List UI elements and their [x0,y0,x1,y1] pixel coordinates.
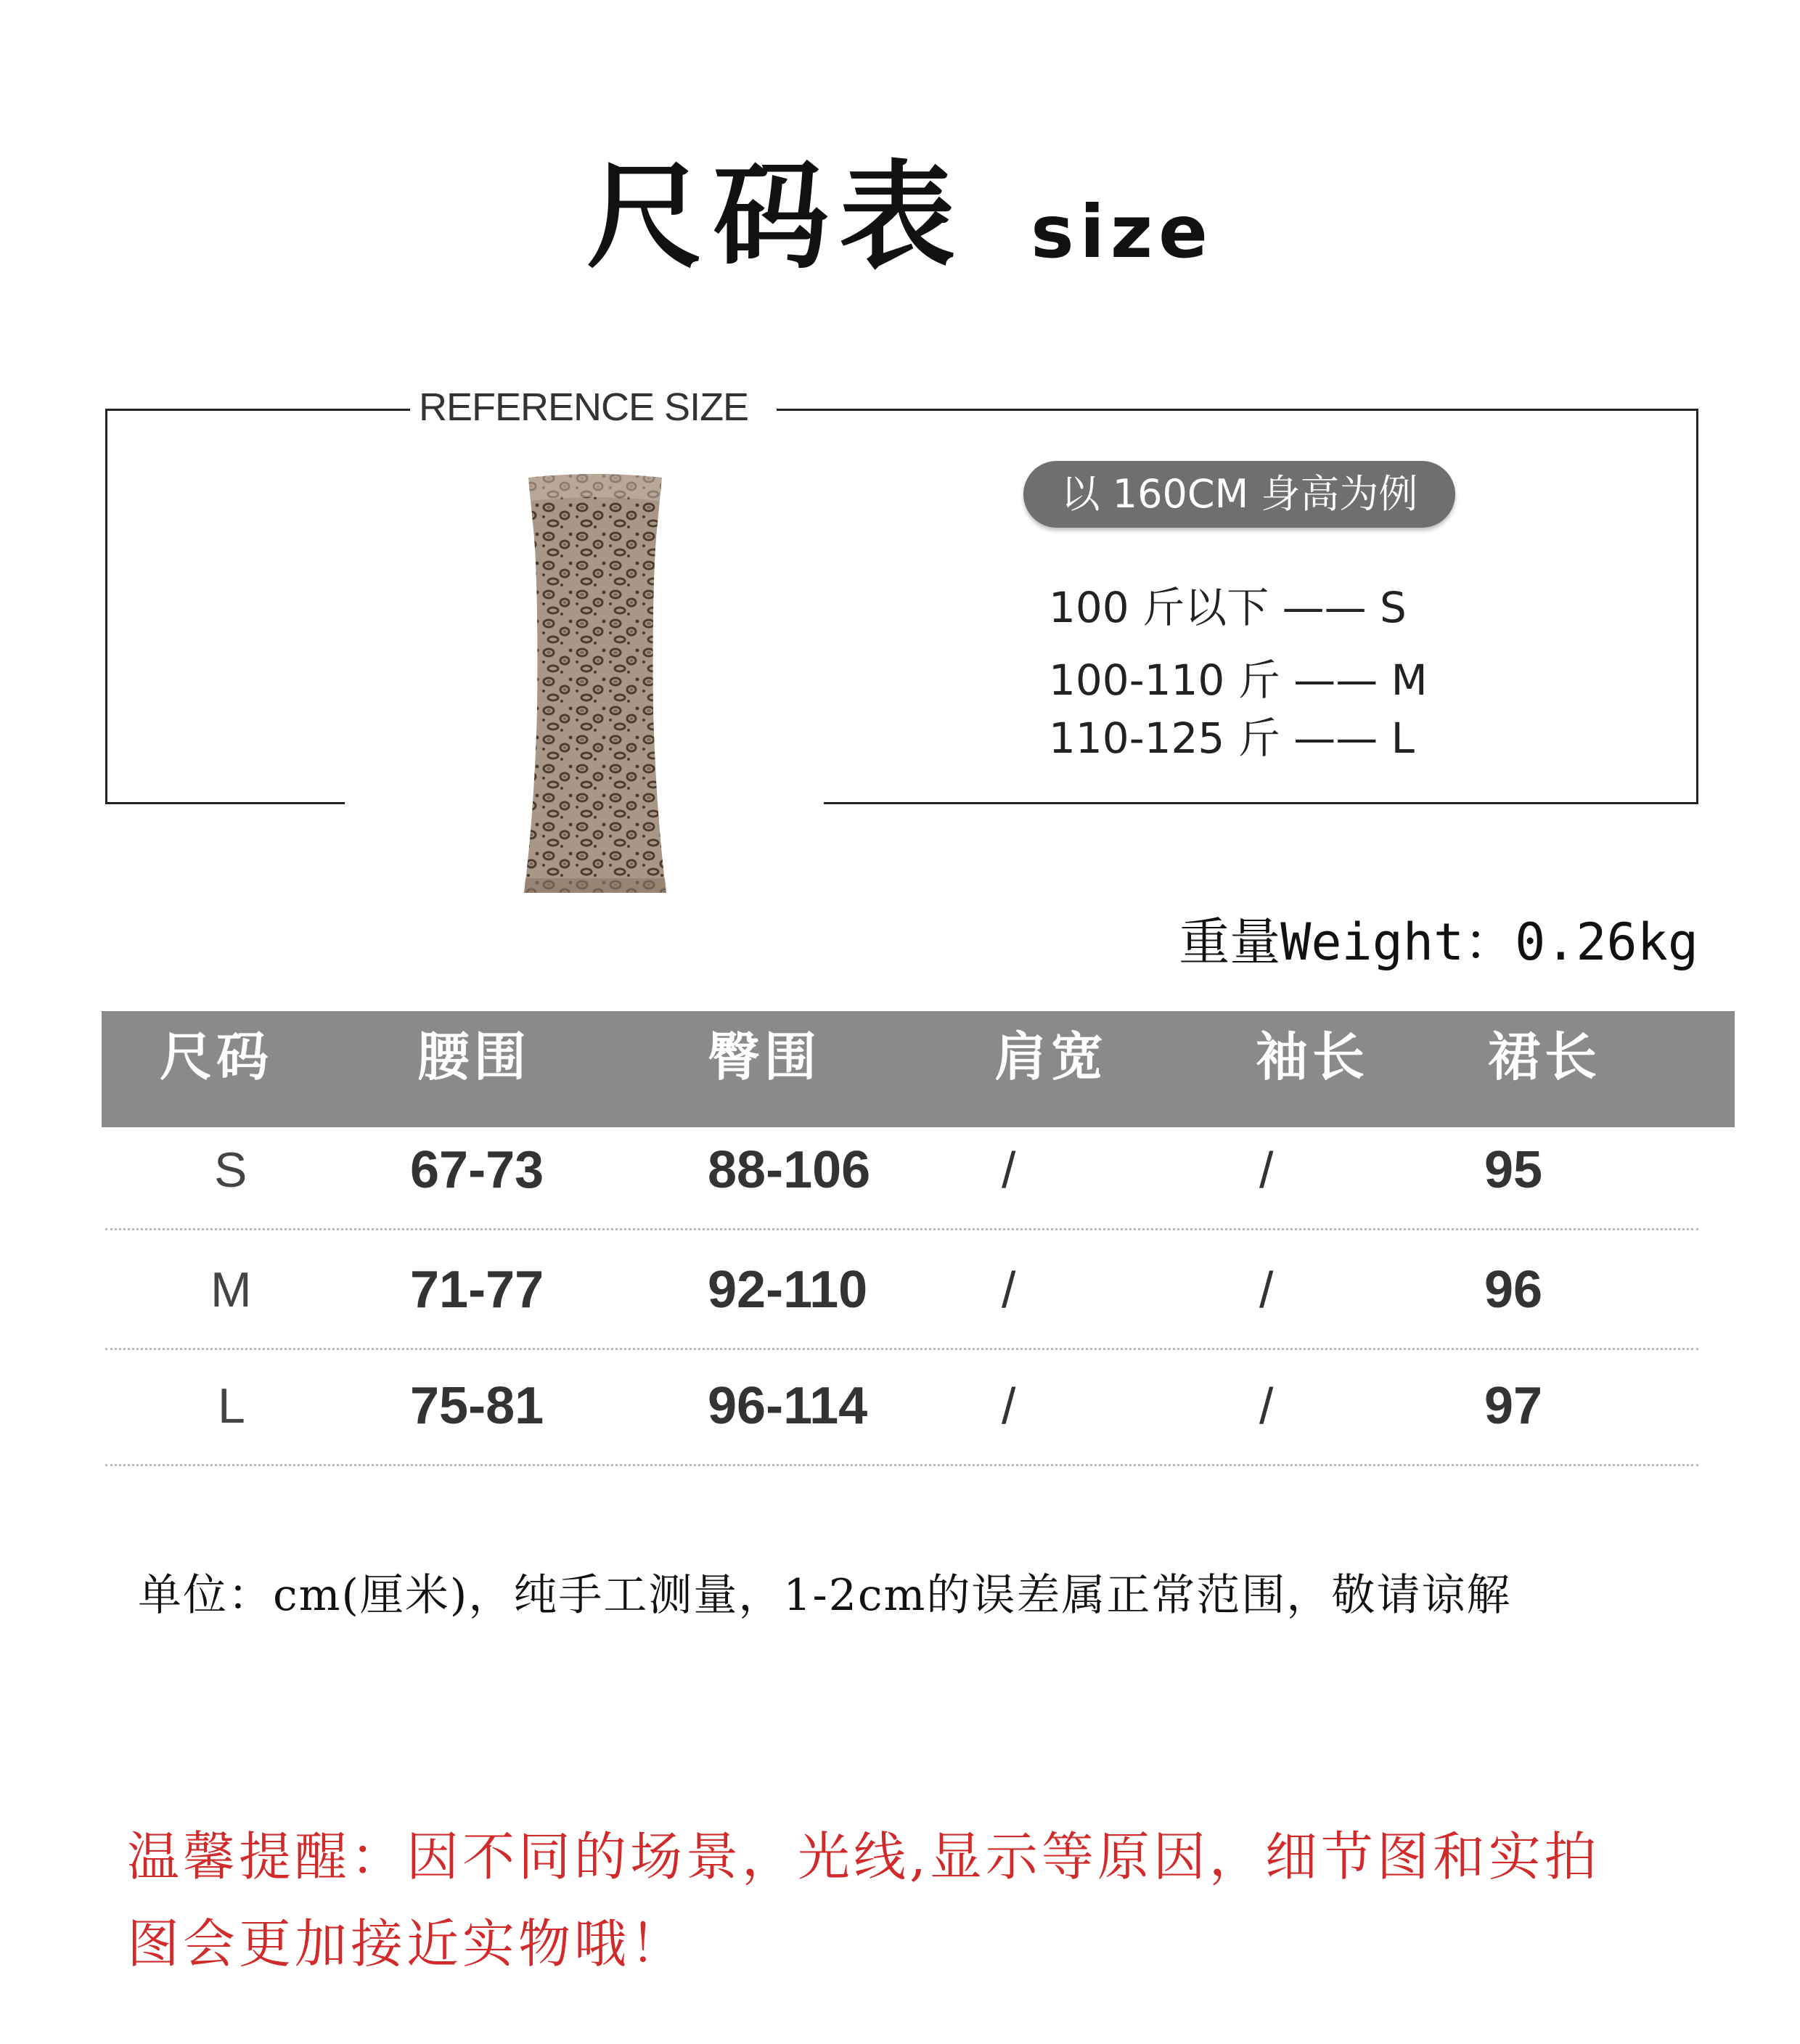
reference-rule-s: 100 斤以下 —— S [1049,583,1407,632]
row-divider [105,1464,1698,1466]
reminder-line-2: 图会更加接近实物哦！ [127,1913,687,1974]
table-row [105,1111,1698,1230]
cell-sleeve: / [1259,1262,1274,1318]
cell-skirt-length: 97 [1484,1377,1543,1435]
reference-frame [105,409,1698,804]
reference-size-label: REFERENCE SIZE [410,385,757,430]
measurement-note: 单位：cm(厘米)，纯手工测量，1-2cm的误差属正常范围，敬请谅解 [138,1570,1512,1621]
reminder-line-1: 温馨提醒：因不同的场景，光线,显示等原因，细节图和实拍 [127,1826,1600,1887]
cell-hip: 88-106 [708,1141,871,1199]
cell-size: S [214,1142,248,1198]
title-cn: 尺码表 [586,148,966,285]
cell-waist: 75-81 [410,1377,544,1435]
reference-rule-m: 100-110 斤 —— M [1049,655,1428,705]
header-sleeve: 袖长 [1256,1026,1370,1087]
cell-skirt-length: 96 [1484,1261,1543,1319]
cell-hip: 96-114 [708,1377,868,1435]
header-hip: 臀围 [708,1026,822,1087]
table-row [105,1346,1698,1466]
header-skirt-length: 裙长 [1488,1026,1602,1087]
cell-shoulder: / [1002,1142,1016,1198]
leopard-print-skirt-image [508,472,682,900]
reference-height-badge: 以 160CM 身高为例 [1023,461,1455,528]
cell-hip: 92-110 [708,1261,868,1319]
header-size: 尺码 [160,1026,274,1087]
cell-shoulder: / [1002,1378,1016,1434]
header-shoulder: 肩宽 [994,1026,1108,1087]
cell-skirt-length: 95 [1484,1141,1543,1199]
weight-label: 重量Weight：0.26kg [1179,912,1698,972]
page-title [0,123,1800,290]
reference-rule-l: 110-125 斤 —— L [1049,714,1415,763]
table-row [105,1230,1698,1350]
cell-size: L [218,1378,245,1434]
size-table-header [102,1011,1735,1127]
cell-size: M [210,1262,252,1317]
header-waist: 腰围 [417,1026,531,1087]
cell-waist: 71-77 [410,1261,544,1319]
cell-sleeve: / [1259,1142,1274,1198]
cell-waist: 67-73 [410,1141,544,1199]
cell-sleeve: / [1259,1378,1274,1434]
cell-shoulder: / [1002,1262,1016,1318]
title-en: size [1031,189,1214,274]
